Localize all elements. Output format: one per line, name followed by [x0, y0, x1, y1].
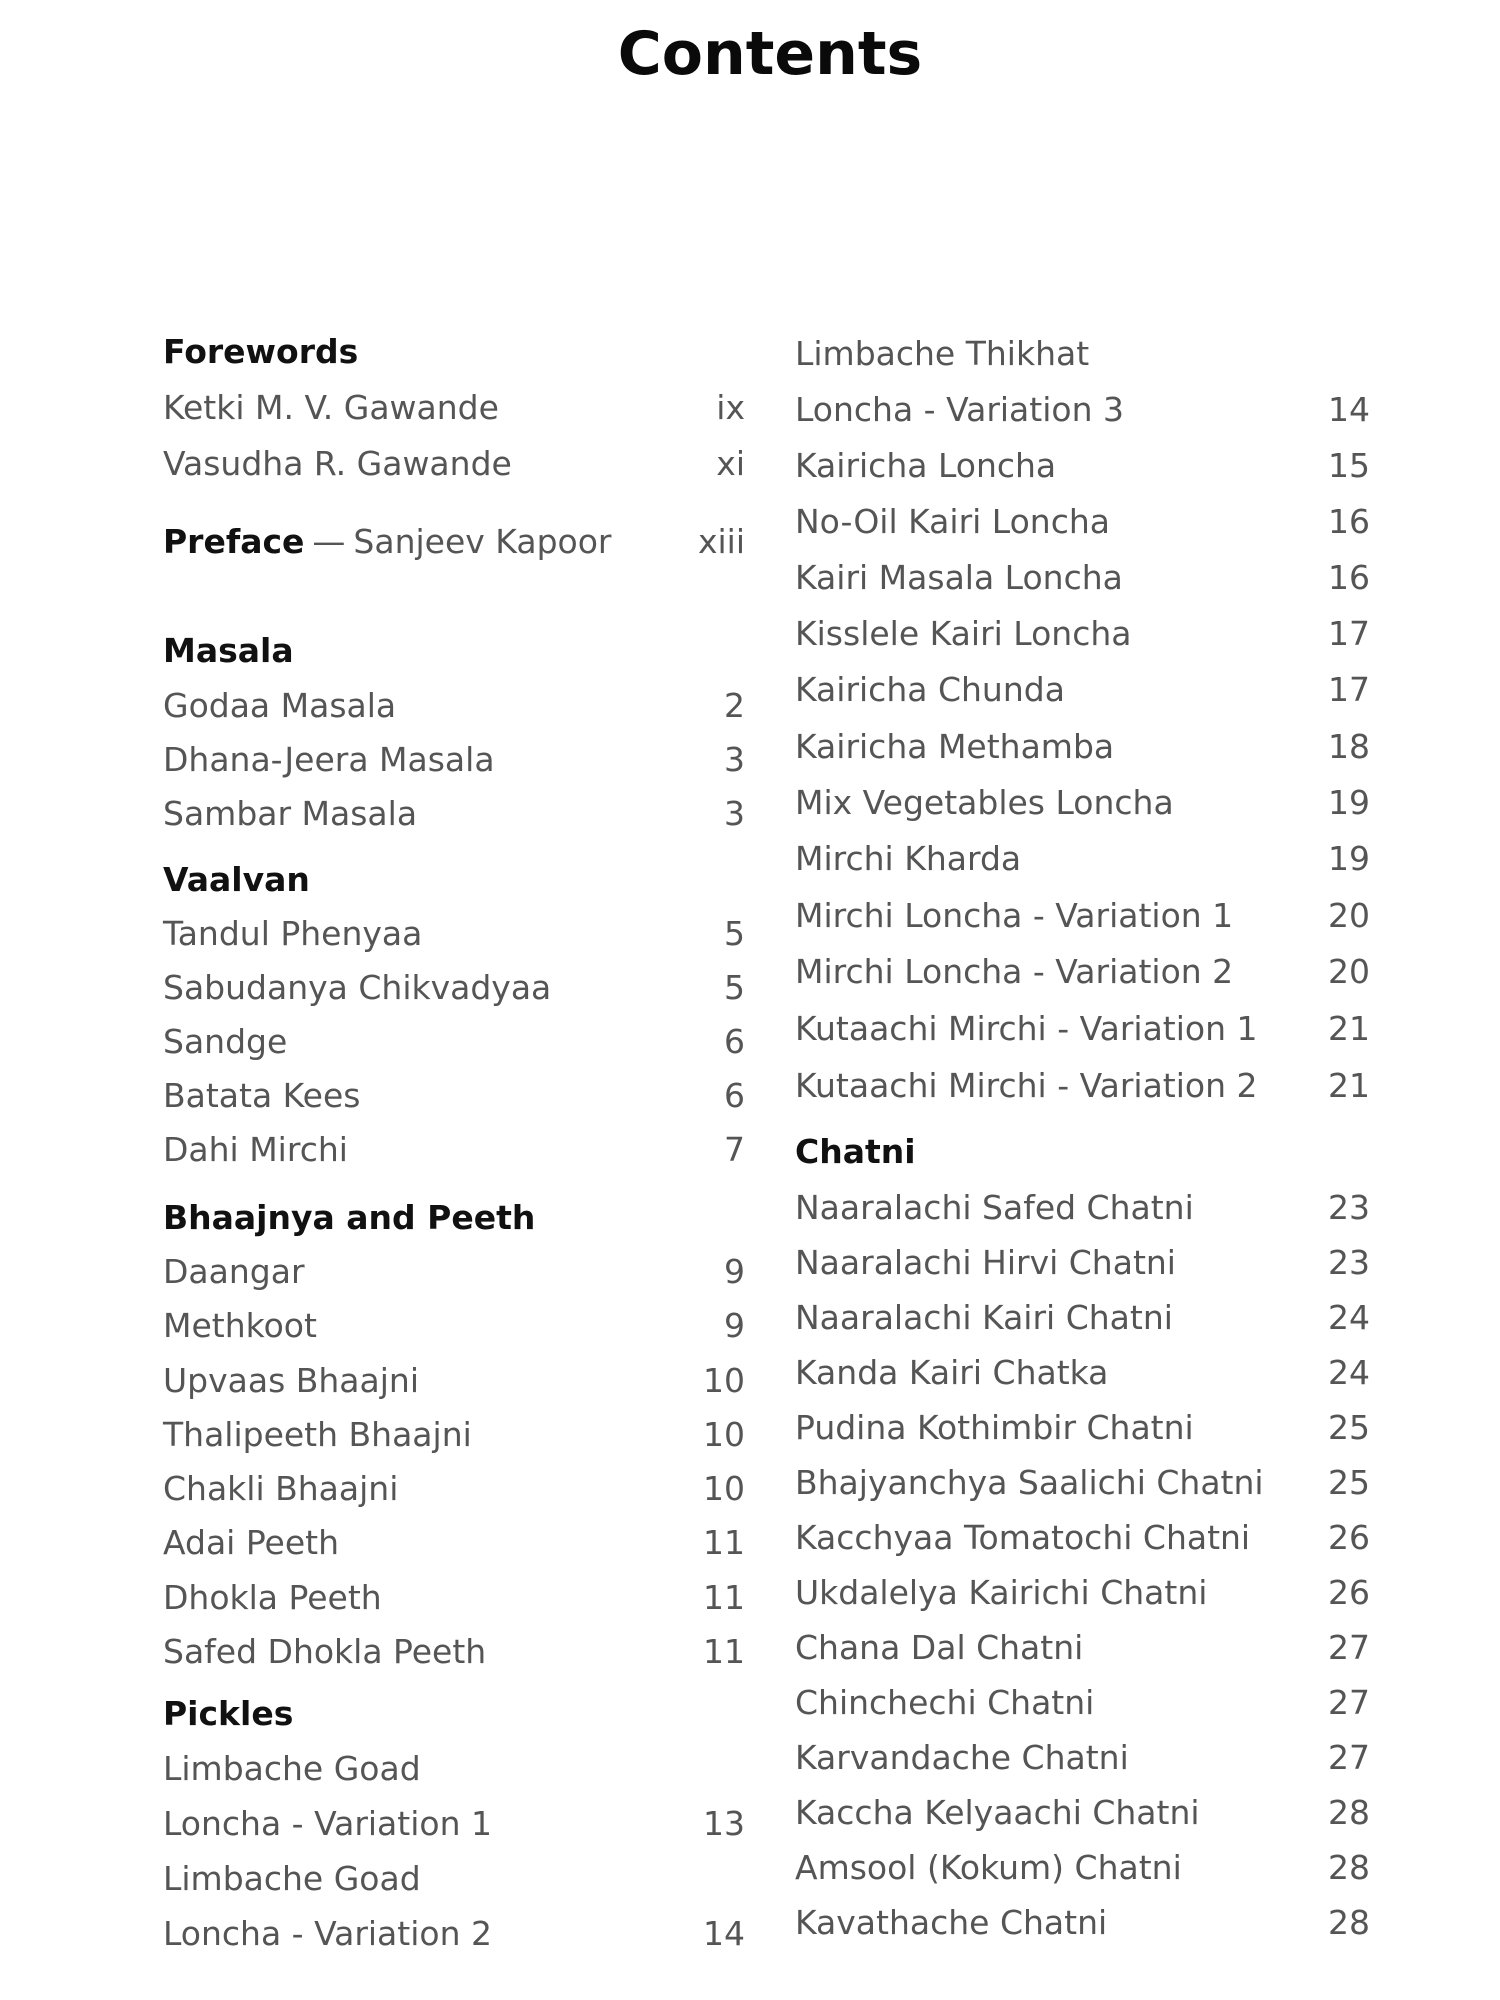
toc-entry-title: Thalipeeth Bhaajni — [163, 1415, 472, 1454]
toc-entry-title: Mix Vegetables Loncha — [795, 783, 1174, 822]
section-heading-bhaajnya: Bhaajnya and Peeth — [163, 1198, 536, 1237]
toc-entry-page: 25 — [1328, 1408, 1370, 1447]
toc-entry-page: 3 — [724, 740, 745, 779]
toc-entry-page: 28 — [1328, 1848, 1370, 1887]
toc-entry-title: Mirchi Loncha - Variation 1 — [795, 896, 1234, 935]
toc-entry-page: 17 — [1328, 670, 1370, 709]
toc-entry-page: xi — [716, 444, 745, 483]
toc-entry-title: Naaralachi Safed Chatni — [795, 1188, 1194, 1227]
toc-entry-page: 5 — [724, 968, 745, 1007]
toc-entry[interactable] — [795, 1404, 1370, 1452]
toc-entry-page: 21 — [1328, 1066, 1370, 1105]
toc-entry[interactable] — [795, 723, 1370, 771]
toc-entry-title: Daangar — [163, 1252, 305, 1291]
toc-entry-page: 23 — [1328, 1243, 1370, 1282]
section-heading-forewords: Forewords — [163, 332, 359, 371]
toc-entry-title: Kanda Kairi Chatka — [795, 1353, 1109, 1392]
toc-entry-title: Bhajyanchya Saalichi Chatni — [795, 1463, 1264, 1502]
toc-entry[interactable] — [163, 384, 745, 432]
toc-entry[interactable] — [795, 498, 1370, 546]
toc-entry[interactable] — [795, 779, 1370, 827]
preface-author: Sanjeev Kapoor — [353, 522, 612, 561]
toc-entry-title: Naaralachi Kairi Chatni — [795, 1298, 1173, 1337]
toc-entry[interactable] — [163, 1855, 745, 1903]
toc-entry[interactable] — [163, 964, 745, 1012]
toc-entry-page: xiii — [697, 522, 745, 561]
toc-entry[interactable] — [795, 442, 1370, 490]
toc-entry-page: 27 — [1328, 1683, 1370, 1722]
toc-entry-title: Kaccha Kelyaachi Chatni — [795, 1793, 1200, 1832]
toc-entry[interactable] — [795, 330, 1370, 378]
toc-entry-title: Mirchi Kharda — [795, 839, 1022, 878]
toc-entry[interactable] — [795, 948, 1370, 996]
toc-entry-title: Loncha - Variation 3 — [795, 390, 1124, 429]
toc-entry-page: 10 — [703, 1415, 745, 1454]
toc-entry[interactable] — [163, 1411, 745, 1459]
toc-entry[interactable] — [795, 386, 1370, 434]
toc-entry-page: 9 — [724, 1306, 745, 1345]
toc-entry-title: Adai Peeth — [163, 1523, 340, 1562]
toc-entry-page: 24 — [1328, 1298, 1370, 1337]
toc-entry-title: Dahi Mirchi — [163, 1130, 348, 1169]
toc-left-column — [163, 0, 745, 2000]
toc-entry-page: 23 — [1328, 1188, 1370, 1227]
toc-entry-page: 10 — [703, 1361, 745, 1400]
toc-entry[interactable] — [163, 1519, 745, 1567]
toc-entry-title: Kairicha Methamba — [795, 727, 1115, 766]
toc-entry-title: Ketki M. V. Gawande — [163, 388, 499, 427]
toc-entry-page: 16 — [1328, 558, 1370, 597]
toc-entry-title: Safed Dhokla Peeth — [163, 1632, 487, 1671]
toc-entry-page: 26 — [1328, 1518, 1370, 1557]
toc-entry-page: 21 — [1328, 1009, 1370, 1048]
toc-entry[interactable] — [163, 682, 745, 730]
toc-entry[interactable] — [163, 1018, 745, 1066]
toc-entry-page: 20 — [1328, 952, 1370, 991]
toc-entry[interactable] — [163, 440, 745, 488]
toc-entry[interactable] — [795, 1844, 1370, 1892]
toc-entry-page: 17 — [1328, 614, 1370, 653]
toc-entry-title: Loncha - Variation 1 — [163, 1804, 492, 1843]
toc-entry[interactable] — [795, 892, 1370, 940]
toc-entry-title: No-Oil Kairi Loncha — [795, 502, 1110, 541]
toc-entry-title: Loncha - Variation 2 — [163, 1914, 492, 1953]
toc-entry-page: 19 — [1328, 783, 1370, 822]
toc-entry-page: 24 — [1328, 1353, 1370, 1392]
toc-entry[interactable] — [795, 1789, 1370, 1837]
toc-entry[interactable] — [795, 610, 1370, 658]
toc-entry-page: 18 — [1328, 727, 1370, 766]
toc-entry-title: Sandge — [163, 1022, 288, 1061]
toc-entry-page: ix — [716, 388, 745, 427]
toc-entry[interactable] — [163, 1126, 745, 1174]
toc-entry[interactable] — [795, 1734, 1370, 1782]
toc-entry-title: Batata Kees — [163, 1076, 361, 1115]
toc-entry-title: Tandul Phenyaa — [163, 914, 423, 953]
toc-entry-page: 5 — [724, 914, 745, 953]
toc-entry[interactable] — [795, 835, 1370, 883]
toc-entry[interactable] — [163, 1628, 745, 1676]
toc-entry[interactable] — [795, 1899, 1370, 1947]
toc-entry-title: Ukdalelya Kairichi Chatni — [795, 1573, 1208, 1612]
section-heading-vaalvan: Vaalvan — [163, 860, 310, 899]
toc-entry-title: Kairi Masala Loncha — [795, 558, 1123, 597]
toc-entry-title: Kairicha Chunda — [795, 670, 1065, 709]
toc-entry-title: Limbache Thikhat — [795, 334, 1090, 373]
section-heading-chatni: Chatni — [795, 1132, 916, 1171]
toc-entry-page: 6 — [724, 1022, 745, 1061]
toc-right-column — [795, 0, 1370, 2000]
toc-entry-title: Methkoot — [163, 1306, 317, 1345]
toc-entry-page: 19 — [1328, 839, 1370, 878]
toc-entry-page: 20 — [1328, 896, 1370, 935]
toc-entry-page: 13 — [703, 1804, 745, 1843]
toc-entry[interactable] — [163, 1302, 745, 1350]
toc-entry[interactable] — [795, 1349, 1370, 1397]
toc-entry-page: 7 — [724, 1130, 745, 1169]
toc-entry[interactable] — [163, 1910, 745, 1958]
toc-entry-title: Karvandache Chatni — [795, 1738, 1129, 1777]
toc-entry-title: Kutaachi Mirchi - Variation 1 — [795, 1009, 1258, 1048]
toc-entry[interactable] — [163, 1465, 745, 1513]
toc-entry-page: 25 — [1328, 1463, 1370, 1502]
toc-entry-page: 6 — [724, 1076, 745, 1115]
toc-entry[interactable] — [795, 666, 1370, 714]
toc-entry[interactable] — [795, 1569, 1370, 1617]
toc-entry-preface[interactable] — [163, 518, 745, 566]
toc-entry[interactable] — [795, 1624, 1370, 1672]
toc-entry-page: 27 — [1328, 1628, 1370, 1667]
preface-label: Preface — [163, 522, 305, 561]
toc-entry-page: 10 — [703, 1469, 745, 1508]
toc-entry[interactable] — [795, 1239, 1370, 1287]
toc-entry-page: 28 — [1328, 1903, 1370, 1942]
toc-entry-title: Limbache Goad — [163, 1859, 421, 1898]
toc-entry[interactable] — [795, 1005, 1370, 1053]
toc-entry-page: 11 — [703, 1523, 745, 1562]
toc-entry[interactable] — [163, 910, 745, 958]
toc-entry-title: Chinchechi Chatni — [795, 1683, 1095, 1722]
toc-entry-page: 16 — [1328, 502, 1370, 541]
toc-entry[interactable] — [163, 1800, 745, 1848]
toc-entry-title: Kavathache Chatni — [795, 1903, 1108, 1942]
toc-entry[interactable] — [163, 1072, 745, 1120]
toc-entry-page: 28 — [1328, 1793, 1370, 1832]
toc-entry[interactable] — [163, 1248, 745, 1296]
toc-entry-title: Kacchyaa Tomatochi Chatni — [795, 1518, 1251, 1557]
toc-entry-title: Sabudanya Chikvadyaa — [163, 968, 552, 1007]
toc-entry-title: Sambar Masala — [163, 794, 418, 833]
toc-entry[interactable] — [163, 1745, 745, 1793]
toc-entry-title: Pudina Kothimbir Chatni — [795, 1408, 1194, 1447]
toc-entry[interactable] — [795, 1294, 1370, 1342]
toc-entry[interactable] — [163, 1357, 745, 1405]
toc-entry-title: Upvaas Bhaajni — [163, 1361, 420, 1400]
toc-entry-title: Amsool (Kokum) Chatni — [795, 1848, 1182, 1887]
toc-entry-title: Chana Dal Chatni — [795, 1628, 1084, 1667]
toc-entry-title: Vasudha R. Gawande — [163, 444, 512, 483]
section-heading-masala: Masala — [163, 631, 294, 670]
toc-entry-title: Kairicha Loncha — [795, 446, 1057, 485]
toc-entry-page: 15 — [1328, 446, 1370, 485]
toc-entry[interactable] — [795, 1459, 1370, 1507]
toc-entry-page: 14 — [703, 1914, 745, 1953]
toc-entry[interactable] — [163, 1574, 745, 1622]
preface-dash: — — [312, 522, 346, 561]
page-title: Contents — [617, 19, 923, 89]
toc-entry-title: Naaralachi Hirvi Chatni — [795, 1243, 1176, 1282]
toc-entry-title: Godaa Masala — [163, 686, 397, 725]
toc-entry-title: Dhana-Jeera Masala — [163, 740, 495, 779]
toc-entry-page: 9 — [724, 1252, 745, 1291]
toc-entry-title: Mirchi Loncha - Variation 2 — [795, 952, 1234, 991]
toc-entry-title: Chakli Bhaajni — [163, 1469, 399, 1508]
toc-entry[interactable] — [795, 554, 1370, 602]
toc-entry[interactable] — [795, 1679, 1370, 1727]
toc-entry[interactable] — [795, 1062, 1370, 1110]
toc-entry-title: Kutaachi Mirchi - Variation 2 — [795, 1066, 1258, 1105]
section-heading-pickles: Pickles — [163, 1694, 294, 1733]
toc-entry[interactable] — [795, 1184, 1370, 1232]
toc-entry-page: 3 — [724, 794, 745, 833]
toc-entry-page: 14 — [1328, 390, 1370, 429]
toc-entry-title: Dhokla Peeth — [163, 1578, 382, 1617]
toc-entry[interactable] — [163, 790, 745, 838]
toc-entry-page: 26 — [1328, 1573, 1370, 1612]
toc-entry[interactable] — [163, 736, 745, 784]
toc-entry-page: 27 — [1328, 1738, 1370, 1777]
toc-entry-page: 2 — [724, 686, 745, 725]
toc-entry[interactable] — [795, 1514, 1370, 1562]
toc-entry-title: Limbache Goad — [163, 1749, 421, 1788]
toc-entry-page: 11 — [703, 1578, 745, 1617]
toc-entry-page: 11 — [703, 1632, 745, 1671]
toc-entry-title: Kisslele Kairi Loncha — [795, 614, 1132, 653]
